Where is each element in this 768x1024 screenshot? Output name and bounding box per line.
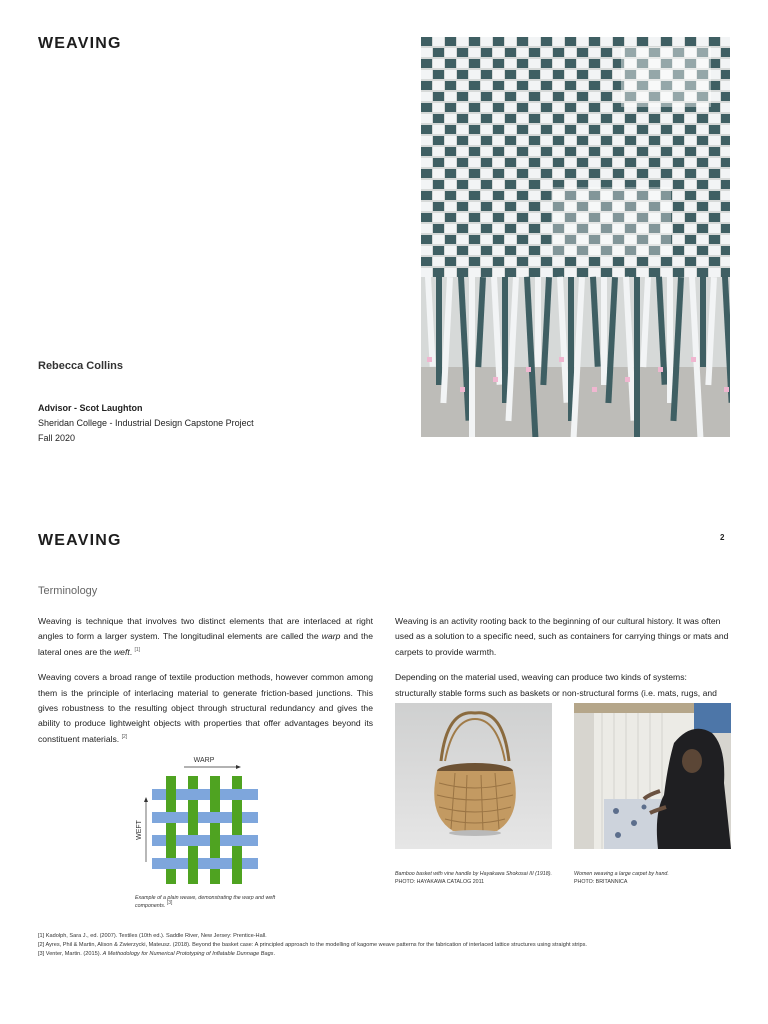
reference-3: [3] Venter, Martin. (2015). A Methodology for Numerical Prototyping of Inflatable Dunnage Bags. <box>38 951 276 957</box>
weaver-caption: Women weaving a large carpet by hand. PHOTO: BRITANNICA <box>574 871 669 885</box>
warp-over <box>210 789 220 800</box>
carpet-weaver-photo <box>574 703 731 849</box>
paragraph-systems: Depending on the material used, weaving can produce two kinds of systems: structurally stable forms such as baskets or non-structural forms (i.e. mats, rugs, and <box>395 672 717 698</box>
warp-over <box>232 858 242 869</box>
page1-title: WEAVING <box>38 35 122 52</box>
left-column <box>38 614 373 757</box>
reference-1: [1] Kadolph, Sara J., ed. (2007). Textiles (10th ed.). Saddle River, New Jersey: Prentice-Hall. <box>38 933 267 939</box>
warp-over <box>166 789 176 800</box>
warp-over <box>188 858 198 869</box>
reference-2: [2] Ayres, Phil & Martin, Alison & Zwierzycki, Mateusz. (2018). Beyond the basket case: A principled approach to the modelling of kagome weave patterns for the fabrication of interlaced lattice structures using straight strips. <box>38 942 587 948</box>
weft-thread <box>152 858 258 869</box>
section-heading: Terminology <box>38 585 98 597</box>
hero-photo-woven-chair <box>421 37 730 437</box>
citation-1: [1] <box>134 646 141 653</box>
weft-label: WEFT <box>136 820 143 840</box>
page2-title: WEAVING <box>38 532 122 549</box>
term-line: Fall 2020 <box>38 433 76 443</box>
references <box>38 932 587 959</box>
weft-thread <box>152 812 258 823</box>
paragraph-definition: Weaving is technique that involves two distinct elements that are interlaced at right angles to form a larger system. The longitudinal elements are called the warp and the lateral ones are the weft. [1] <box>38 616 373 657</box>
warp-over <box>232 812 242 823</box>
project-meta <box>38 401 254 446</box>
paragraph-methods: Weaving covers a broad range of textile production methods, however common among them is the principle of interlacing material to generate friction-based junctions. This gives robustness to the resulting object through structural redundancy and gives the ability to produce lightweight objects with properties that offer advantages beyond its constituent materials. [2] <box>38 672 373 744</box>
program-line: Sheridan College - Industrial Design Capstone Project <box>38 418 254 428</box>
diagram-caption: Example of a plain weave, demonstrating the warp and weft components. [3] <box>135 895 276 909</box>
warp-over <box>188 812 198 823</box>
plain-weave-diagram <box>132 752 267 887</box>
paragraph-history: Weaving is an activity rooting back to the beginning of our cultural history. It was often used as a solution to a specific need, such as containers for carrying things or mats and carpets to provide warmth. <box>395 616 729 657</box>
warp-over <box>210 835 220 846</box>
woven-structure-illustration <box>421 37 730 437</box>
warp-label: WARP <box>193 757 215 764</box>
author-name: Rebecca Collins <box>38 360 123 372</box>
advisor-line: Advisor - Scot Laughton <box>38 403 143 413</box>
bamboo-basket-photo <box>395 703 552 849</box>
citation-2: [2] <box>121 733 128 740</box>
basket-caption: Bamboo basket with vine handle by Hayakawa Shokosai III (1918). PHOTO: HAYAKAWA CATALOG 2011 <box>395 871 552 885</box>
page-number: 2 <box>720 533 725 542</box>
warp-over <box>166 835 176 846</box>
